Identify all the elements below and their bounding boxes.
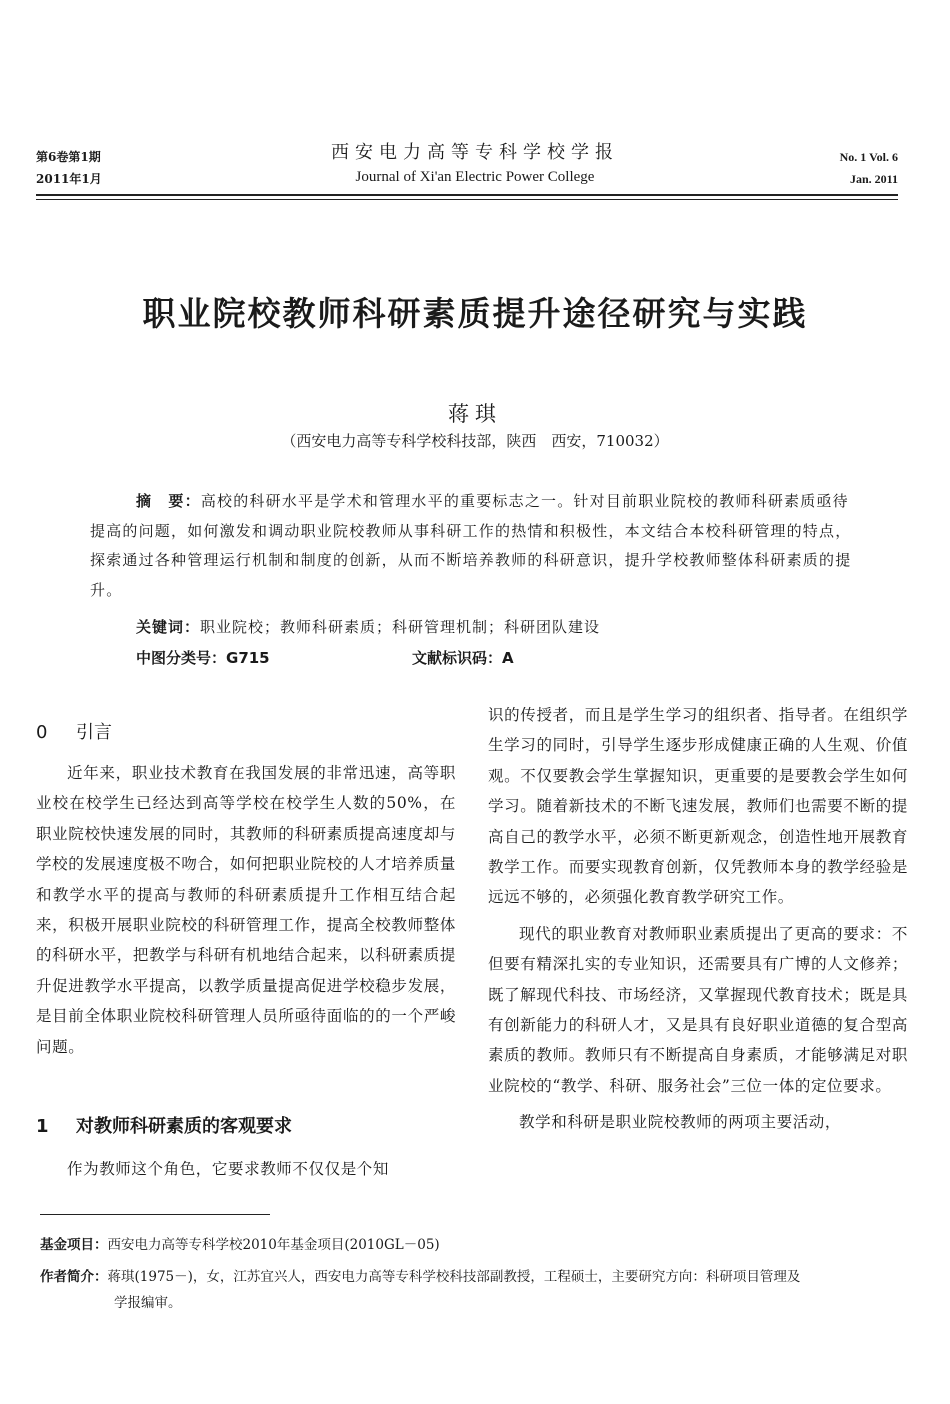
document-code: 文献标识码：A (412, 649, 514, 667)
volume-cn: 第6卷第1期 (36, 150, 101, 164)
section-title: 对教师科研素质的客观要求 (76, 1116, 292, 1137)
footnote-author-bio (40, 1264, 910, 1316)
date-cn: 2011年1月 (36, 172, 102, 186)
section-heading-0 (36, 718, 112, 748)
section-title: 引言 (76, 722, 112, 743)
paper-title: 职业院校教师科研素质提升途径研究与实践 (142, 294, 808, 333)
abstract (90, 487, 860, 605)
keywords (136, 613, 600, 641)
keywords-label: 关键词： (136, 618, 201, 636)
fund-label: 基金项目： (40, 1237, 108, 1253)
keywords-text: 职业院校；教师科研素质；科研管理机制；科研团队建设 (200, 618, 601, 636)
author-affiliation: （西安电力高等专科学校科技部，陕西 西安，710032） (281, 432, 669, 450)
right-column (488, 700, 908, 1138)
date-en: Jan. 2011 (849, 172, 898, 186)
header-rule-thin (36, 199, 898, 200)
paragraph: 近年来，职业技术教育在我国发展的非常迅速，高等职业校在校学生已经达到高等学校在校学生人数的50%，在职业院校快速发展的同时，其教师的科研素质提高速度却与学校的发展速度极不吻合，如何把职业院校的人才培养质量和教学水平的提高与教师的科研素质提升工作相互结合起来，积极开展职业院校的科研管理工作，提高全校教师整体的科研水平，把教学与科研有机地结合起来，以科研素质提升促进教学水平提高，以教学质量提高促进学校稳步发展，是目前全体职业院校科研管理人员所亟待面临的的一个严峻问题。 (36, 764, 456, 1056)
bio-text-continued: 学报编审。 (114, 1295, 182, 1311)
bio-text: 蒋琪(1975－)，女，江苏宜兴人，西安电力高等专科学校科技部副教授，工程硕士，主要研究方向：科研项目管理及 (107, 1269, 801, 1285)
paragraph: 识的传授者，而且是学生学习的组织者、指导者。在组织学生学习的同时，引导学生逐步形成健康正确的人生观、价值观。不仅要教会学生掌握知识，更重要的是要教会学生如何学习。随着新技术的不断飞速发展，教师们也需要不断的提高自己的教学水平，必须不断更新观念，创造性地开展教育教学工作。而要实现教育创新，仅凭教师本身的教学经验是远远不够的，必须强化教育教学研究工作。 (488, 706, 908, 907)
section-number: 1 (36, 1116, 49, 1137)
journal-title-en: Journal of Xi'an Electric Power College (355, 169, 595, 185)
abstract-text: 高校的科研水平是学术和管理水平的重要标志之一。针对目前职业院校的教师科研素质亟待提高的问题，如何激发和调动职业院校教师从事科研工作的热情和积极性，本文结合本校科研管理的特点，探索通过各种管理运行机制和制度的创新，从而不断培养教师的科研意识，提升学校教师整体科研素质的提升。 (90, 492, 852, 599)
footnote-fund (40, 1232, 910, 1258)
classification-number: 中图分类号：G715 (136, 649, 270, 667)
journal-title-cn: 西安电力高等专科学校学报 (331, 142, 619, 163)
fund-text: 西安电力高等专科学校2010年基金项目(2010GL－05) (107, 1237, 440, 1253)
paragraph: 作为教师这个角色，它要求教师不仅仅是个知 (67, 1160, 390, 1178)
paragraph: 教学和科研是职业院校教师的两项主要活动， (519, 1113, 842, 1132)
header-rule-thick (36, 194, 898, 196)
section-number: 0 (36, 722, 48, 743)
header-center (250, 140, 700, 188)
left-column (36, 758, 456, 1062)
footnote-rule (40, 1214, 270, 1215)
section-heading-1 (36, 1112, 292, 1142)
bio-label: 作者简介： (40, 1269, 108, 1285)
left-column-continued (36, 1154, 456, 1184)
header-left (36, 146, 102, 190)
author-name: 蒋琪 (448, 402, 502, 426)
abstract-label: 摘 要： (136, 492, 201, 510)
volume-en: No. 1 Vol. 6 (839, 150, 898, 164)
paragraph: 现代的职业教育对教师职业素质提出了更高的要求：不但要有精深扎实的专业知识，还需要具有广博的人文修养；既了解现代科技、市场经济，又掌握现代教育技术；既是具有创新能力的科研人才，又是具有良好职业道德的复合型高素质的教师。教师只有不断提高自身素质，才能够满足对职业院校的“教学、科研、服务社会”三位一体的定位要求。 (488, 924, 908, 1095)
header-right (840, 146, 898, 190)
